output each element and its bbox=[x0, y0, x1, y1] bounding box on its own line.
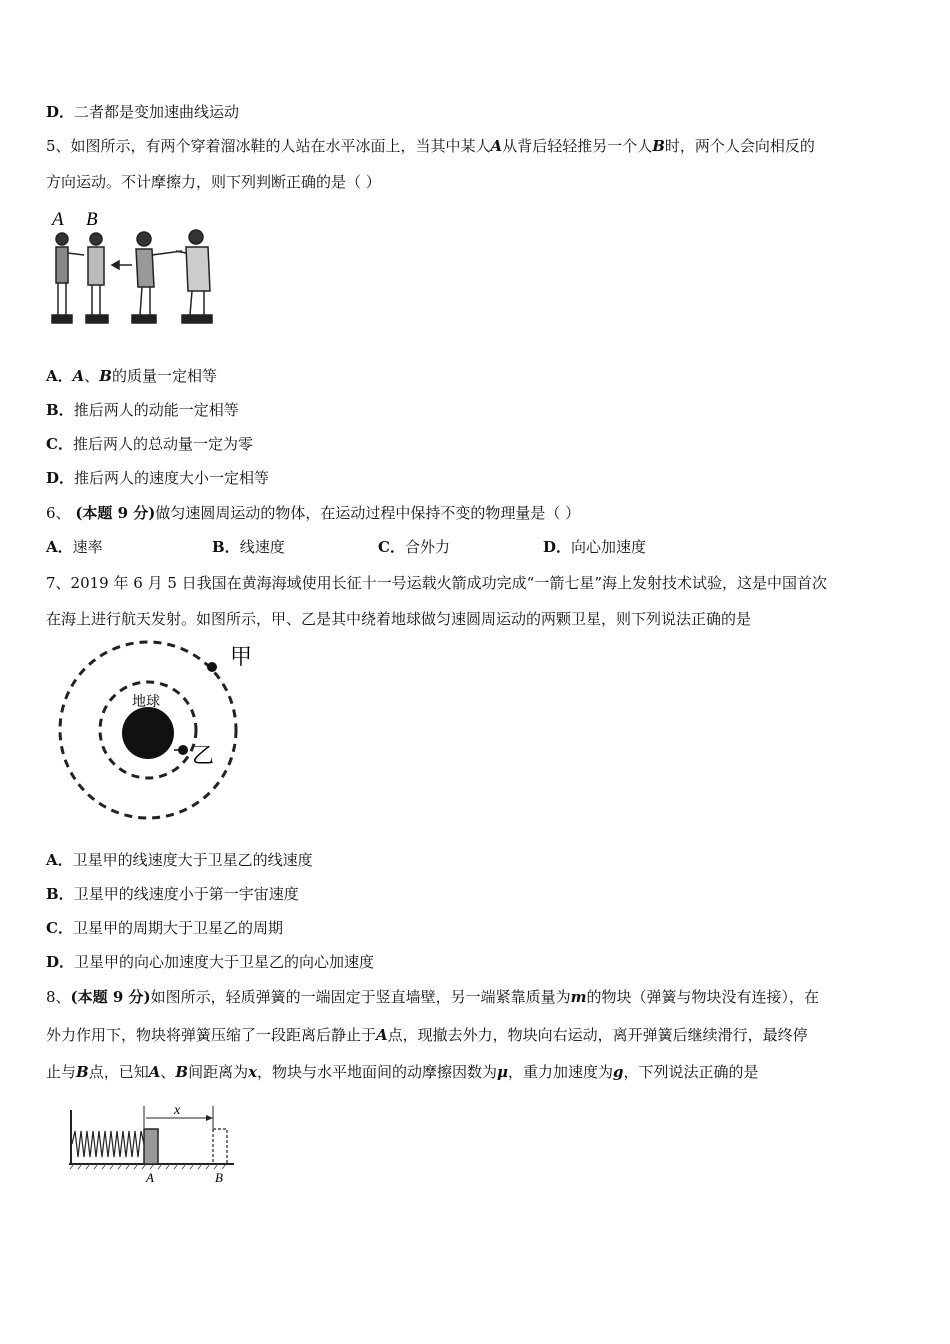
question-number: 8、 bbox=[46, 988, 71, 1006]
skater-b-after bbox=[132, 232, 182, 323]
figure-label-a: A bbox=[52, 209, 64, 230]
figure-label-b: B bbox=[86, 209, 98, 230]
separator: 、 bbox=[160, 1063, 176, 1081]
q8-stem-line3 bbox=[46, 1062, 759, 1082]
q5-stem-text: 时，两个人会向相反的 bbox=[664, 137, 815, 155]
var-mu: μ bbox=[497, 1063, 509, 1081]
option-letter: A． bbox=[46, 367, 73, 385]
q8-stem-text: 如图所示，轻质弹簧的一端固定于竖直墙壁，另一端紧靠质量为 bbox=[150, 988, 571, 1006]
block-at-b bbox=[213, 1129, 227, 1164]
q6-option-a bbox=[46, 537, 103, 557]
option-text: 线速度 bbox=[239, 538, 285, 556]
satellite-jia bbox=[207, 662, 217, 672]
var-b: B bbox=[652, 137, 665, 155]
q5-stem-line2: 方向运动。不计摩擦力，则下列判断正确的是（ ） bbox=[46, 173, 381, 191]
q5-stem-text: 5、如图所示，有两个穿着溜冰鞋的人站在水平冰面上，当其中某人 bbox=[46, 137, 491, 155]
option-letter: A． bbox=[46, 851, 73, 869]
var-a: A bbox=[72, 367, 85, 385]
option-text: 速率 bbox=[72, 538, 103, 556]
score-tag: (本题 9 分) bbox=[75, 504, 156, 522]
q5-option-c bbox=[46, 434, 253, 454]
q8-stem-text: ，下列说法正确的是 bbox=[623, 1063, 759, 1081]
q8-stem-text: ，物块与水平地面间的动摩擦因数为 bbox=[257, 1063, 498, 1081]
point-b-label: B bbox=[215, 1170, 223, 1185]
q6-option-b bbox=[212, 537, 285, 557]
satellite-jia-label: 甲 bbox=[230, 645, 253, 670]
q7-stem-line1: 7、2019 年 6 月 5 日我国在黄海海域使用长征十一号运载火箭成功完成“一箭七星”海上发射技术试验，这是中国首次 bbox=[46, 574, 827, 592]
option-letter: B． bbox=[212, 538, 240, 556]
q8-stem-text: 外力作用下，物块将弹簧压缩了一段距离后静止于 bbox=[46, 1026, 377, 1044]
option-letter: B． bbox=[46, 885, 74, 903]
q8-stem-text: 点，现撤去外力，物块向右运动，离开弹簧后继续滑行，最终停 bbox=[387, 1026, 808, 1044]
option-letter: D． bbox=[543, 538, 572, 556]
var-x: x bbox=[248, 1063, 258, 1081]
orbit-figure bbox=[50, 638, 265, 828]
skater-b-before bbox=[86, 233, 108, 323]
q8-stem-text: 的物块（弹簧与物块没有连接），在 bbox=[586, 988, 820, 1006]
q8-stem-line2 bbox=[46, 1025, 808, 1045]
option-letter: C． bbox=[46, 919, 73, 937]
var-m: m bbox=[570, 988, 587, 1006]
var-b: B bbox=[175, 1063, 189, 1081]
option-letter: A． bbox=[46, 538, 73, 556]
separator: 、 bbox=[84, 367, 100, 385]
option-letter: C． bbox=[46, 435, 73, 453]
var-b: B bbox=[99, 367, 112, 385]
earth-label: 地球 bbox=[132, 694, 160, 710]
distance-label: x bbox=[174, 1103, 181, 1118]
var-g: g bbox=[613, 1063, 624, 1081]
q7-option-d bbox=[46, 952, 374, 972]
option-letter: D． bbox=[46, 103, 75, 121]
option-text: 卫星甲的线速度大于卫星乙的线速度 bbox=[72, 851, 313, 869]
spring bbox=[72, 1131, 144, 1157]
q8-stem-text: 点，已知 bbox=[88, 1063, 149, 1081]
q4-option-d bbox=[46, 102, 239, 122]
option-letter: D． bbox=[46, 953, 75, 971]
option-text: 推后两人的速度大小一定相等 bbox=[74, 469, 270, 487]
skater-a-after bbox=[176, 230, 212, 323]
q8-stem-line1 bbox=[46, 987, 819, 1007]
var-a: A bbox=[376, 1026, 388, 1044]
q7-option-a bbox=[46, 850, 313, 870]
option-text: 卫星甲的周期大于卫星乙的周期 bbox=[72, 919, 283, 937]
option-text: 的质量一定相等 bbox=[111, 367, 217, 385]
point-a-label: A bbox=[146, 1170, 154, 1185]
q7-stem-line2: 在海上进行航天发射。如图所示，甲、乙是其中绕着地球做匀速圆周运动的两颗卫星，则下列说法正确的是 bbox=[46, 610, 752, 628]
q8-stem-text: 止与 bbox=[46, 1063, 77, 1081]
option-text: 推后两人的动能一定相等 bbox=[73, 401, 239, 419]
score-tag: (本题 9 分) bbox=[70, 988, 151, 1006]
block-at-a bbox=[144, 1129, 158, 1164]
q6-stem bbox=[46, 503, 580, 523]
q5-stem-line1 bbox=[46, 136, 815, 156]
question-number: 6、 bbox=[46, 504, 71, 522]
var-b: B bbox=[76, 1063, 89, 1081]
option-text: 卫星甲的线速度小于第一宇宙速度 bbox=[73, 885, 299, 903]
option-text: 卫星甲的向心加速度大于卫星乙的向心加速度 bbox=[74, 953, 375, 971]
q6-option-c bbox=[378, 537, 450, 557]
var-a: A bbox=[490, 137, 503, 155]
motion-arrow bbox=[112, 261, 132, 269]
option-text: 合外力 bbox=[404, 538, 450, 556]
q6-option-d bbox=[543, 537, 646, 557]
option-text: 二者都是变加速曲线运动 bbox=[74, 103, 240, 121]
q5-stem-text: 从背后轻轻推另一个人 bbox=[502, 137, 653, 155]
q6-stem-text: 做匀速圆周运动的物体，在运动过程中保持不变的物理量是（ ） bbox=[155, 504, 581, 522]
option-letter: C． bbox=[378, 538, 405, 556]
arrowhead bbox=[206, 1115, 213, 1121]
skater-a-before bbox=[52, 233, 84, 323]
q8-stem-text: 间距离为 bbox=[188, 1063, 249, 1081]
option-letter: D． bbox=[46, 469, 75, 487]
earth bbox=[122, 707, 174, 759]
skaters-figure bbox=[44, 205, 224, 330]
satellite-yi-label: 乙 bbox=[192, 744, 215, 769]
spring-block-figure bbox=[64, 1098, 239, 1190]
q5-option-b bbox=[46, 400, 239, 420]
q7-option-b bbox=[46, 884, 299, 904]
q7-option-c bbox=[46, 918, 283, 938]
q5-option-a bbox=[46, 366, 217, 386]
q8-stem-text: ，重力加速度为 bbox=[508, 1063, 614, 1081]
option-text: 向心加速度 bbox=[571, 538, 647, 556]
option-text: 推后两人的总动量一定为零 bbox=[72, 435, 253, 453]
q5-option-d bbox=[46, 468, 269, 488]
option-letter: B． bbox=[46, 401, 74, 419]
var-a: A bbox=[148, 1063, 161, 1081]
